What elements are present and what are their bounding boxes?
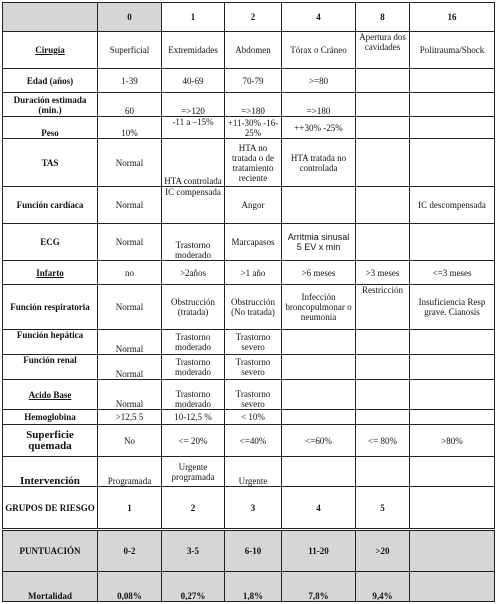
row-label-intervencion: Intervención xyxy=(3,457,98,487)
cell: 3-5 xyxy=(162,530,225,572)
cell: 40-69 xyxy=(162,69,225,93)
cell: 10-12,5 % xyxy=(162,410,225,425)
cell xyxy=(410,224,495,261)
row-label-superficie: Superficie quemada xyxy=(3,425,98,457)
surgical-risk-table xyxy=(2,2,495,602)
cell: Trastorno severo xyxy=(225,330,282,355)
cell: Angor xyxy=(225,187,282,224)
cell: -11 a –15% xyxy=(162,117,225,139)
cell: Obstrucción (tratada) xyxy=(162,285,225,330)
cell xyxy=(356,330,410,355)
row-label-mortalidad: Mortalidad xyxy=(3,572,98,602)
cell: Marcapasos xyxy=(225,224,282,261)
cell: 0-2 xyxy=(98,530,162,572)
cell: 11-20 xyxy=(282,530,356,572)
cell: < 10% xyxy=(225,410,282,425)
cell xyxy=(356,93,410,117)
row-edad xyxy=(3,69,495,93)
cell: <=60% xyxy=(282,425,356,457)
header-col-4: 4 xyxy=(282,3,356,32)
row-acido xyxy=(3,380,495,410)
cell xyxy=(282,187,356,224)
row-label-hepatica: Función hepática xyxy=(3,330,98,355)
cell: 70-79 xyxy=(225,69,282,93)
cell: Urgente programada xyxy=(162,457,225,487)
cell: >6 meses xyxy=(282,261,356,285)
row-label-tas: TAS xyxy=(3,139,98,187)
cell xyxy=(282,355,356,380)
row-peso xyxy=(3,117,495,139)
cell: 1,8% xyxy=(225,572,282,602)
cell: <= 20% xyxy=(162,425,225,457)
cell: >=80 xyxy=(282,69,356,93)
cell: 4 xyxy=(282,487,356,530)
cell: >3 meses xyxy=(356,261,410,285)
row-ecg xyxy=(3,224,495,261)
cell: Normal xyxy=(98,224,162,261)
cell xyxy=(356,187,410,224)
cell: IC compensada xyxy=(162,187,225,224)
cell: +11-30% -16-25% xyxy=(225,117,282,139)
cell xyxy=(282,330,356,355)
cell: 1 xyxy=(98,487,162,530)
cell: No xyxy=(98,425,162,457)
cell: HTA no tratada o de tratamiento reciente xyxy=(225,139,282,187)
cell: 0,08% xyxy=(98,572,162,602)
cell: Superficial xyxy=(98,32,162,69)
cell: 2 xyxy=(162,487,225,530)
cell: Normal xyxy=(98,380,162,410)
cell: <= 80% xyxy=(356,425,410,457)
row-label-cardiaca: Función cardíaca xyxy=(3,187,98,224)
cell xyxy=(410,117,495,139)
cell: <=40% xyxy=(225,425,282,457)
cell: no xyxy=(98,261,162,285)
cell xyxy=(356,380,410,410)
cell xyxy=(356,69,410,93)
cell: =>180 xyxy=(282,93,356,117)
row-label-peso: Peso xyxy=(3,117,98,139)
cell: Trastorno moderado xyxy=(162,224,225,261)
cell: Programada xyxy=(98,457,162,487)
cell: 0,27% xyxy=(162,572,225,602)
header-col-1: 1 xyxy=(162,3,225,32)
row-label-text: Infarto xyxy=(36,267,64,278)
cell: Urgente xyxy=(225,457,282,487)
cell xyxy=(410,69,495,93)
cell: 9,4% xyxy=(356,572,410,602)
cell xyxy=(282,457,356,487)
row-tas xyxy=(3,139,495,187)
row-puntuacion xyxy=(3,530,495,572)
cell xyxy=(410,457,495,487)
header-row xyxy=(3,3,495,32)
cell xyxy=(356,117,410,139)
header-col-2: 2 xyxy=(225,3,282,32)
cell: IC descompensada xyxy=(410,187,495,224)
cell: Normal xyxy=(98,355,162,380)
row-label-renal: Función renal xyxy=(3,355,98,380)
row-intervencion xyxy=(3,457,495,487)
cell: =>180 xyxy=(225,93,282,117)
cell: Insuficiencia Resp grave. Cianosis xyxy=(410,285,495,330)
cell: Extremidades xyxy=(162,32,225,69)
row-hemoglobina xyxy=(3,410,495,425)
cell xyxy=(410,139,495,187)
cell xyxy=(410,355,495,380)
cell: Tórax o Cráneo xyxy=(282,32,356,69)
row-label-ecg: ECG xyxy=(3,224,98,261)
cell: Abdomen xyxy=(225,32,282,69)
cell: 60 xyxy=(98,93,162,117)
cell: 5 xyxy=(356,487,410,530)
row-hepatica xyxy=(3,330,495,355)
cell: >12,5 5 xyxy=(98,410,162,425)
cell xyxy=(410,487,495,530)
cell: Trastorno moderado xyxy=(162,380,225,410)
cell xyxy=(356,355,410,380)
row-label-puntuacion: PUNTUACIÓN xyxy=(3,530,98,572)
row-label-hemoglobina: Hemoglobina xyxy=(3,410,98,425)
cell xyxy=(410,530,495,572)
row-superficie xyxy=(3,425,495,457)
cell xyxy=(410,380,495,410)
row-infarto xyxy=(3,261,495,285)
cell: Trastorno severo xyxy=(225,380,282,410)
cell xyxy=(356,457,410,487)
cell: ++30% -25% xyxy=(282,117,356,139)
header-col-8: 8 xyxy=(356,3,410,32)
cell xyxy=(282,410,356,425)
cell xyxy=(356,139,410,187)
cell xyxy=(410,572,495,602)
cell: Arritmia sinusal 5 EV x min xyxy=(282,224,356,261)
row-label-acido xyxy=(3,380,98,410)
row-renal xyxy=(3,355,495,380)
cell: Normal xyxy=(98,187,162,224)
row-respiratoria xyxy=(3,285,495,330)
row-label-edad: Edad (años) xyxy=(3,69,98,93)
cell: >2años xyxy=(162,261,225,285)
risk-score-table-sheet xyxy=(2,2,494,602)
cell: Apertura dos cavidades xyxy=(356,32,410,69)
row-mortalidad xyxy=(3,572,495,602)
cell: 3 xyxy=(225,487,282,530)
cell: Restricción xyxy=(356,285,410,330)
cell: Trastorno moderado xyxy=(162,355,225,380)
row-label-text: Acido Base xyxy=(28,389,72,400)
row-duracion xyxy=(3,93,495,117)
cell: HTA tratada no controlada xyxy=(282,139,356,187)
cell: 10% xyxy=(98,117,162,139)
row-grupos xyxy=(3,487,495,530)
cell xyxy=(356,224,410,261)
cell: Politrauma/Shock xyxy=(410,32,495,69)
cell: >1 año xyxy=(225,261,282,285)
cell xyxy=(282,380,356,410)
cell: Normal xyxy=(98,285,162,330)
cell: >80% xyxy=(410,425,495,457)
cell xyxy=(356,410,410,425)
row-label-infarto xyxy=(3,261,98,285)
cell: Normal xyxy=(98,330,162,355)
cell: HTA controlada xyxy=(162,139,225,187)
row-label-respiratoria: Función respiratoria xyxy=(3,285,98,330)
row-cardiaca xyxy=(3,187,495,224)
row-cirugia xyxy=(3,32,495,69)
cell: Obstrucción (No tratada) xyxy=(225,285,282,330)
cell: >20 xyxy=(356,530,410,572)
header-col-16: 16 xyxy=(410,3,495,32)
cell: <=3 meses xyxy=(410,261,495,285)
row-label-grupos: GRUPOS DE RIESGO xyxy=(3,487,98,530)
cell xyxy=(410,93,495,117)
row-label-text: Cirugía xyxy=(35,45,65,55)
cell: 1-39 xyxy=(98,69,162,93)
header-corner-cell xyxy=(3,3,98,32)
cell: =>120 xyxy=(162,93,225,117)
header-col-0: 0 xyxy=(98,3,162,32)
cell xyxy=(410,410,495,425)
cell: Trastorno severo xyxy=(225,355,282,380)
cell xyxy=(410,330,495,355)
row-label-cirugia xyxy=(3,32,98,69)
cell: Infección broncopulmonar o neumonía xyxy=(282,285,356,330)
cell: 6-10 xyxy=(225,530,282,572)
cell: Trastorno moderado xyxy=(162,330,225,355)
row-label-duracion: Duración estimada (min.) xyxy=(3,93,98,117)
cell: Normal xyxy=(98,139,162,187)
cell: 7,8% xyxy=(282,572,356,602)
